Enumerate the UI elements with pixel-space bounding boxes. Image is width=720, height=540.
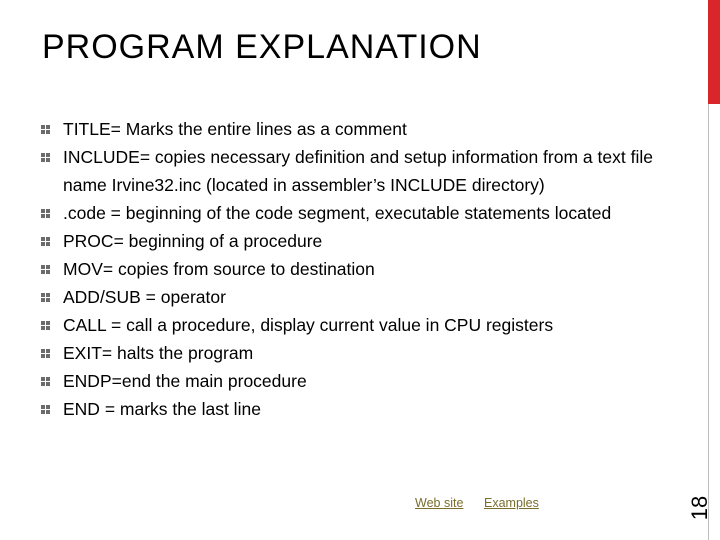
bullet-icon [41, 209, 50, 218]
bullet-text: = beginning of a procedure [113, 231, 323, 251]
examples-link[interactable]: Examples [484, 496, 539, 510]
bullet-keyword: INCLUDE [63, 147, 140, 167]
bullet-keyword: .code [63, 203, 106, 223]
list-item [38, 395, 698, 423]
list-item [38, 199, 698, 227]
bullet-text: = marks the last line [99, 399, 261, 419]
slide-title: PROGRAM EXPLANATION [42, 28, 482, 66]
bullet-icon [41, 265, 50, 274]
list-item [38, 143, 698, 199]
bullet-text: = copies from source to destination [102, 259, 375, 279]
list-item [38, 115, 698, 143]
bullet-text: = operator [140, 287, 226, 307]
bullet-keyword: TITLE [63, 119, 111, 139]
bullet-text: = beginning of the code segment, executable statements located [105, 203, 612, 223]
bullet-keyword: MOV [63, 259, 103, 279]
bullet-keyword: CALL [63, 315, 107, 335]
bullet-icon [41, 405, 50, 414]
bullet-icon [41, 349, 50, 358]
side-divider [708, 104, 709, 540]
list-item [38, 283, 698, 311]
page-number: 18 [687, 495, 712, 521]
bullet-icon [41, 321, 50, 330]
bullet-icon [41, 153, 50, 162]
bullet-icon [41, 293, 50, 302]
list-item [38, 339, 698, 367]
bullet-keyword: EXIT [63, 343, 102, 363]
accent-bar [708, 0, 720, 104]
bullet-keyword: PROC [63, 231, 114, 251]
bullet-text: = halts the program [101, 343, 254, 363]
bullet-keyword: END [63, 399, 100, 419]
bullet-text: = Marks the entire lines as a comment [110, 119, 407, 139]
bullet-keyword: ADD/SUB [63, 287, 141, 307]
bullet-text: = call a procedure, display current value in CPU registers [106, 315, 554, 335]
list-item [38, 311, 698, 339]
bullet-keyword: ENDP [63, 371, 112, 391]
list-item [38, 367, 698, 395]
list-item [38, 255, 698, 283]
bullet-list [38, 115, 698, 423]
list-item [38, 227, 698, 255]
bullet-icon [41, 125, 50, 134]
bullet-text: = copies necessary definition and setup information from a text file name Irvine32.inc (located in assembler’s INCLUDE directory) [63, 147, 653, 195]
bullet-icon [41, 237, 50, 246]
bullet-text: =end the main procedure [111, 371, 307, 391]
bullet-icon [41, 377, 50, 386]
web-site-link[interactable]: Web site [415, 496, 464, 510]
